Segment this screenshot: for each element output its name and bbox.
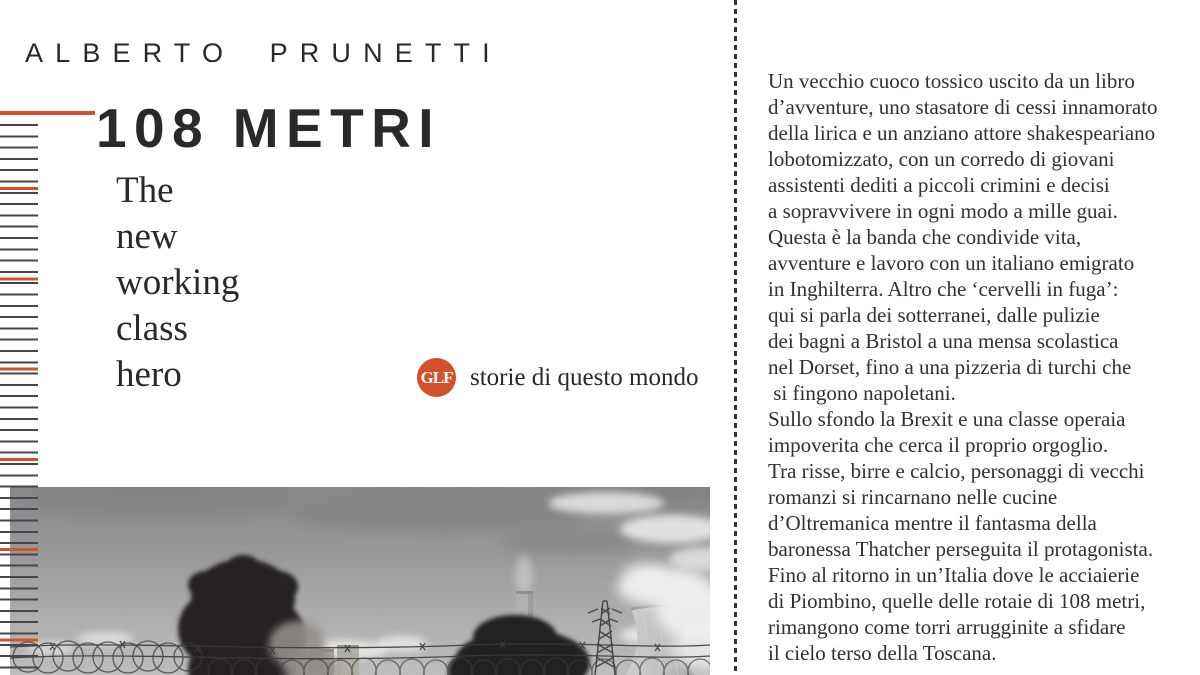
text-line: impoverita che cerca il proprio orgoglio. — [768, 433, 1109, 457]
text-line: d’Oltremanica mentre il fantasma della — [768, 511, 1097, 535]
book-title: 108 METRI — [96, 97, 441, 159]
text-line: in Inghilterra. Altro che ‘cervelli in fuga’: — [768, 277, 1119, 301]
text-line: il cielo terso della Toscana. — [768, 641, 997, 665]
text-line: Questa è la banda che condivide vita, — [768, 225, 1082, 249]
text-line: si fingono napoletani. — [768, 381, 956, 405]
text-line: qui si parla dei sotterranei, dalle pulizie — [768, 303, 1100, 327]
text-line: d’avventure, uno stasatore di cessi innamorato — [768, 95, 1158, 119]
text-line: The — [116, 170, 174, 211]
cover-photo — [10, 487, 710, 675]
series-name: storie di questo mondo — [470, 363, 699, 391]
text-line: Tra risse, birre e calcio, personaggi di vecchi — [768, 459, 1145, 483]
text-line: dei bagni a Bristol a una mensa scolastica — [768, 329, 1119, 353]
text-line: nel Dorset, fino a una pizzeria di turchi che — [768, 355, 1132, 379]
author-name: ALBERTO PRUNETTI — [25, 38, 502, 68]
back-cover-blurb — [768, 68, 1188, 666]
photo-grain — [10, 487, 710, 675]
text-line: Sullo sfondo la Brexit e una classe operaia — [768, 407, 1126, 431]
book-subtitle — [116, 168, 239, 398]
publisher-monogram: GLF — [420, 367, 453, 387]
ruler-accent-line — [0, 111, 95, 115]
text-line: della lirica e un anziano attore shakespeariano — [768, 121, 1156, 145]
text-line: rimangono come torri arrugginite a sfidare — [768, 615, 1126, 639]
text-line: working — [116, 262, 240, 303]
text-line: Fino al ritorno in un’Italia dove le acciaierie — [768, 563, 1140, 587]
text-line: baronessa Thatcher perseguita il protagonista. — [768, 537, 1154, 561]
text-line: lobotomizzato, con un corredo di giovani — [768, 147, 1115, 171]
text-line: a sopravvivere in ogni modo a mille guai. — [768, 199, 1118, 223]
publisher-brand — [417, 358, 698, 397]
text-line: new — [116, 216, 178, 257]
text-line: class — [116, 308, 188, 349]
text-line: di Piombino, quelle delle rotaie di 108 metri, — [768, 589, 1146, 613]
ruler-accent-ticks — [0, 187, 38, 675]
text-line: avventure e lavoro con un italiano emigrato — [768, 251, 1135, 275]
text-line: Un vecchio cuoco tossico uscito da un libro — [768, 69, 1135, 93]
dashed-divider — [734, 0, 737, 675]
text-line: romanzi si rincarnano nelle cucine — [768, 485, 1058, 509]
text-line: hero — [116, 354, 182, 395]
publisher-logo-icon — [417, 358, 456, 397]
text-line: assistenti dediti a piccoli crimini e decisi — [768, 173, 1110, 197]
